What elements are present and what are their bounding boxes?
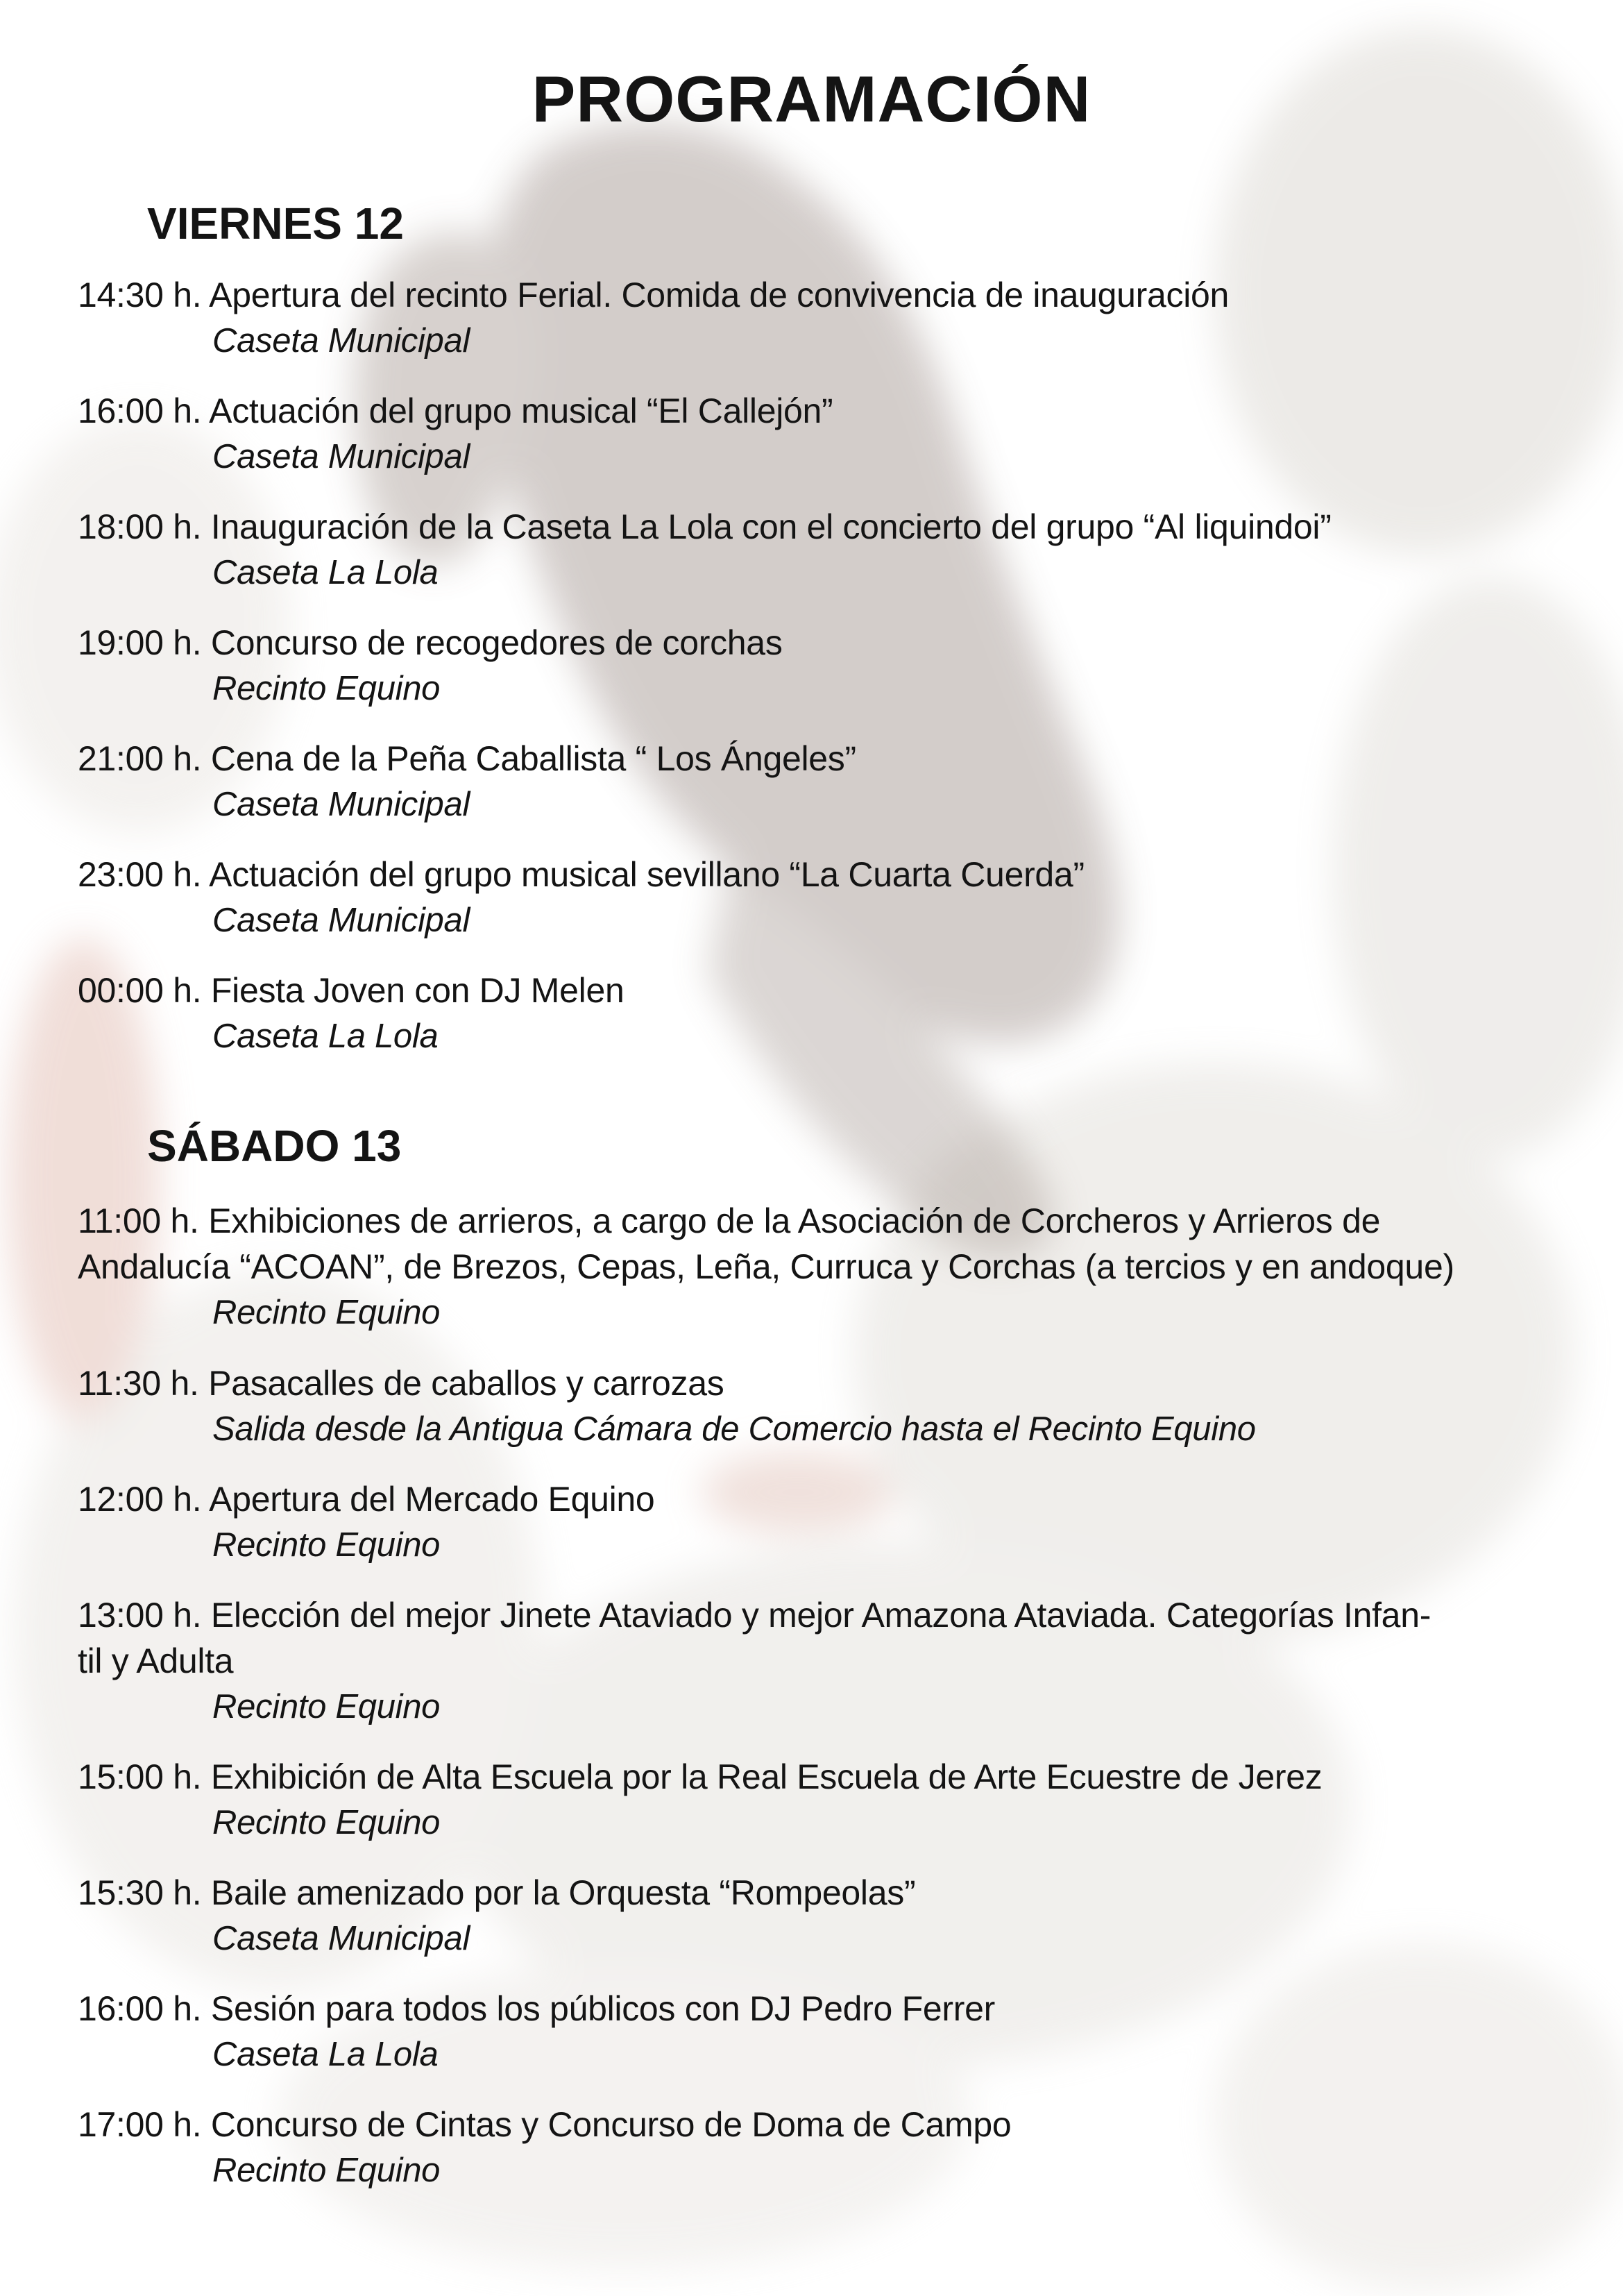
event-item	[78, 620, 1556, 711]
event-item	[78, 968, 1556, 1059]
event-item	[78, 388, 1556, 480]
event-place: Recinto Equino	[212, 1688, 441, 1725]
event-item	[78, 1754, 1556, 1846]
page-title: PROGRAMACIÓN	[532, 62, 1091, 135]
event-title: 18:00 h. Inauguración de la Caseta La Lola con el concierto del grupo “Al liquindoi”	[78, 507, 1332, 546]
event-item	[78, 852, 1556, 943]
event-place: Caseta Municipal	[212, 786, 470, 823]
day-heading-sabado: SÁBADO 13	[147, 1121, 402, 1171]
event-place: Caseta Municipal	[212, 1920, 470, 1957]
day-heading-viernes: VIERNES 12	[147, 199, 404, 248]
event-place: Recinto Equino	[212, 1526, 441, 1564]
event-title: 15:30 h. Baile amenizado por la Orquesta “Rompeolas”	[78, 1873, 916, 1912]
event-place: Caseta La Lola	[212, 1018, 439, 1055]
event-title-line-1: 13:00 h. Elección del mejor Jinete Ataviado y mejor Amazona Ataviada. Categorías Infan-	[78, 1596, 1431, 1635]
event-place: Caseta Municipal	[212, 902, 470, 939]
event-title: 00:00 h. Fiesta Joven con DJ Melen	[78, 971, 624, 1010]
event-place: Caseta La Lola	[212, 554, 439, 591]
event-place: Caseta Municipal	[212, 438, 470, 475]
event-title: 16:00 h. Sesión para todos los públicos con DJ Pedro Ferrer	[78, 1989, 995, 2028]
event-item	[78, 1870, 1556, 1961]
event-item	[78, 736, 1556, 827]
event-place: Recinto Equino	[212, 1804, 441, 1841]
event-title: 21:00 h. Cena de la Peña Caballista “ Los Ángeles”	[78, 739, 856, 778]
event-title: 17:00 h. Concurso de Cintas y Concurso de Doma de Campo	[78, 2105, 1012, 2144]
event-item	[78, 1476, 1556, 1568]
event-title: 15:00 h. Exhibición de Alta Escuela por la Real Escuela de Arte Ecuestre de Jerez	[78, 1757, 1323, 1796]
event-title: 23:00 h. Actuación del grupo musical sevillano “La Cuarta Cuerda”	[78, 855, 1085, 894]
event-title: 19:00 h. Concurso de recogedores de corchas	[78, 623, 783, 662]
event-place: Caseta Municipal	[212, 322, 470, 360]
event-place: Recinto Equino	[212, 2152, 441, 2189]
event-item	[78, 1592, 1556, 1730]
event-item	[78, 1986, 1556, 2077]
event-place: Recinto Equino	[212, 1294, 441, 1331]
event-place: Caseta La Lola	[212, 2036, 439, 2073]
event-title-line-2: Andalucía “ACOAN”, de Brezos, Cepas, Leña, Curruca y Corchas (a tercios y en andoque)	[78, 1247, 1454, 1286]
event-item	[78, 272, 1556, 364]
event-item	[78, 1198, 1556, 1335]
event-item	[78, 504, 1556, 596]
event-title: 14:30 h. Apertura del recinto Ferial. Comida de convivencia de inauguración	[78, 276, 1230, 314]
event-title-line-1: 11:00 h. Exhibiciones de arrieros, a cargo de la Asociación de Corcheros y Arrieros de	[78, 1201, 1381, 1240]
event-title-line-2: til y Adulta	[78, 1641, 234, 1680]
event-item	[78, 1360, 1556, 1452]
event-place: Salida desde la Antigua Cámara de Comercio hasta el Recinto Equino	[212, 1410, 1256, 1448]
event-title: 11:30 h. Pasacalles de caballos y carrozas	[78, 1364, 724, 1403]
event-item	[78, 2102, 1556, 2193]
event-place: Recinto Equino	[212, 670, 441, 707]
event-title: 12:00 h. Apertura del Mercado Equino	[78, 1480, 655, 1519]
event-title: 16:00 h. Actuación del grupo musical “El Callejón”	[78, 391, 833, 430]
